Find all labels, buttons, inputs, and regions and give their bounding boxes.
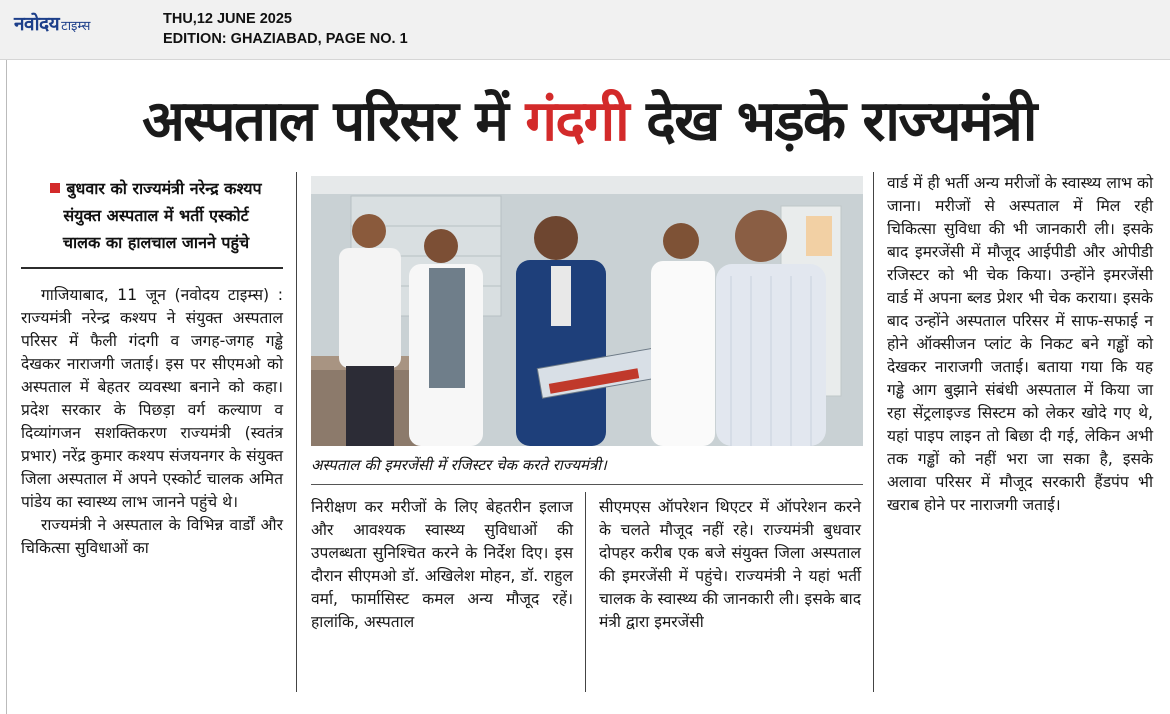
red-bullet-icon [50, 183, 60, 193]
column-1-paragraph-2: राज्यमंत्री ने अस्पताल के विभिन्न वार्डों और चिकित्सा सुविधाओं का [21, 516, 283, 557]
column-separator [296, 172, 297, 692]
edition-line: EDITION: GHAZIABAD, PAGE NO. 1 [163, 31, 408, 47]
highlight-line-1: बुधवार को राज्यमंत्री नरेन्द्र कश्यप [66, 179, 262, 198]
hospital-scene-illustration [311, 176, 863, 446]
highlight-line-2: संयुक्त अस्पताल में भर्ती एस्कोर्ट [63, 206, 249, 225]
column-separator [873, 172, 874, 692]
headline-part-2: देख भड़के राज्यमंत्री [646, 89, 1036, 154]
newspaper-logo[interactable] [14, 10, 139, 36]
article-column-1 [21, 284, 283, 560]
masthead [0, 0, 1170, 60]
newspaper-clipping [6, 60, 1170, 714]
article-column-4 [887, 172, 1153, 517]
headline-part-1: अस्पताल परिसर में [142, 89, 508, 154]
edition-info [163, 9, 408, 49]
column-4-text: वार्ड में ही भर्ती अन्य मरीजों के स्वास्थ्य लाभ को जाना। मरीजों से अस्पताल में मिल रही चिकित्सा सुविधा की भी जानकारी ली। इसके बाद इमरजेंसी में मौजूद आईपीडी और ओपीडी रजिस्टर को भी चेक किया। उन्होंने इमरजेंसी वार्ड में अपना ब्लड प्रेशर भी चेक कराया। इसके बाद उन्होंने अस्पताल परिसर में साफ-सफाई न होने ऑक्सीजन प्लांट के निकट बने गड्ढों को देखकर नाराजगी जताई। बताया गया कि यह गड्ढे आग बुझाने संबंधी अस्पताल में किया जा रहा सेंट्रलाइज्ड सिस्टम को लेकर खोदे गए थे, यहां पाइप लाइन तो बिछा दी गई, लेकिन अभी तक गड्ढों को नहीं भरा जा सका है, इसके अलावा परिसर में मौजूद सरकारी हैंडपंप भी खराब होने पर नाराजगी जताई। [887, 174, 1153, 514]
article-highlight-box [21, 175, 291, 256]
article-column-3 [599, 496, 861, 634]
photo-caption: अस्पताल की इमरजेंसी में रजिस्टर चेक करते राज्यमंत्री। [311, 456, 607, 474]
headline-highlight: गंदगी [525, 89, 629, 154]
column-1-paragraph-1: गाजियाबाद, 11 जून (नवोदय टाइम्स) : राज्यमंत्री नरेन्द्र कश्यप ने संयुक्त अस्पताल परिसर में फैली गंदगी व जगह-जगह गड्ढे देखकर नाराजगी जताई। इस पर सीएमओ को अस्पताल में बेहतर व्यवस्था बनाने को कहा। प्रदेश सरकार के पिछड़ा वर्ग कल्याण व दिव्यांगजन सशक्तिकरण राज्यमंत्री (स्वतंत्र प्रभार) नरेंद्र कुमार कश्यप संजयनगर के संयुक्त जिला अस्पताल में अपने एस्कोर्ट चालक अमित पांडेय का स्वास्थ्य लाभ जानने पहुंचे थे। [21, 286, 283, 511]
column-separator [585, 492, 586, 692]
highlight-line-3: चालक का हालचाल जानने पहुंचे [62, 233, 250, 252]
logo-main-text: नवोदय [14, 13, 60, 35]
date-line: THU,12 JUNE 2025 [163, 11, 292, 27]
article-photo[interactable] [311, 176, 863, 446]
logo-sub-text: टाइम्स [61, 19, 91, 34]
caption-divider [311, 484, 863, 485]
highlight-divider [21, 267, 283, 269]
article-headline [7, 84, 1170, 160]
article-column-2 [311, 496, 573, 634]
column-2-text: निरीक्षण कर मरीजों के लिए बेहतरीन इलाज और आवश्यक स्वास्थ्य सुविधाओं की उपलब्धता सुनिश्चित करने के निर्देश दिए। इस दौरान सीएमओ डॉ. अखिलेश मोहन, डॉ. राहुल वर्मा, फार्मासिस्ट कमल अन्य मौजूद रहें। हालांकि, अस्पताल [311, 498, 573, 631]
column-3-text: सीएमएस ऑपरेशन थिएटर में ऑपरेशन करने के चलते मौजूद नहीं रहे। राज्यमंत्री बुधवार दोपहर करीब एक बजे संयुक्त जिला अस्पताल की इमरजेंसी में पहुंचे। राज्यमंत्री ने यहां भर्ती चालक के स्वास्थ्य की जानकारी ली। इसके बाद मंत्री द्वारा इमरजेंसी [599, 498, 861, 631]
